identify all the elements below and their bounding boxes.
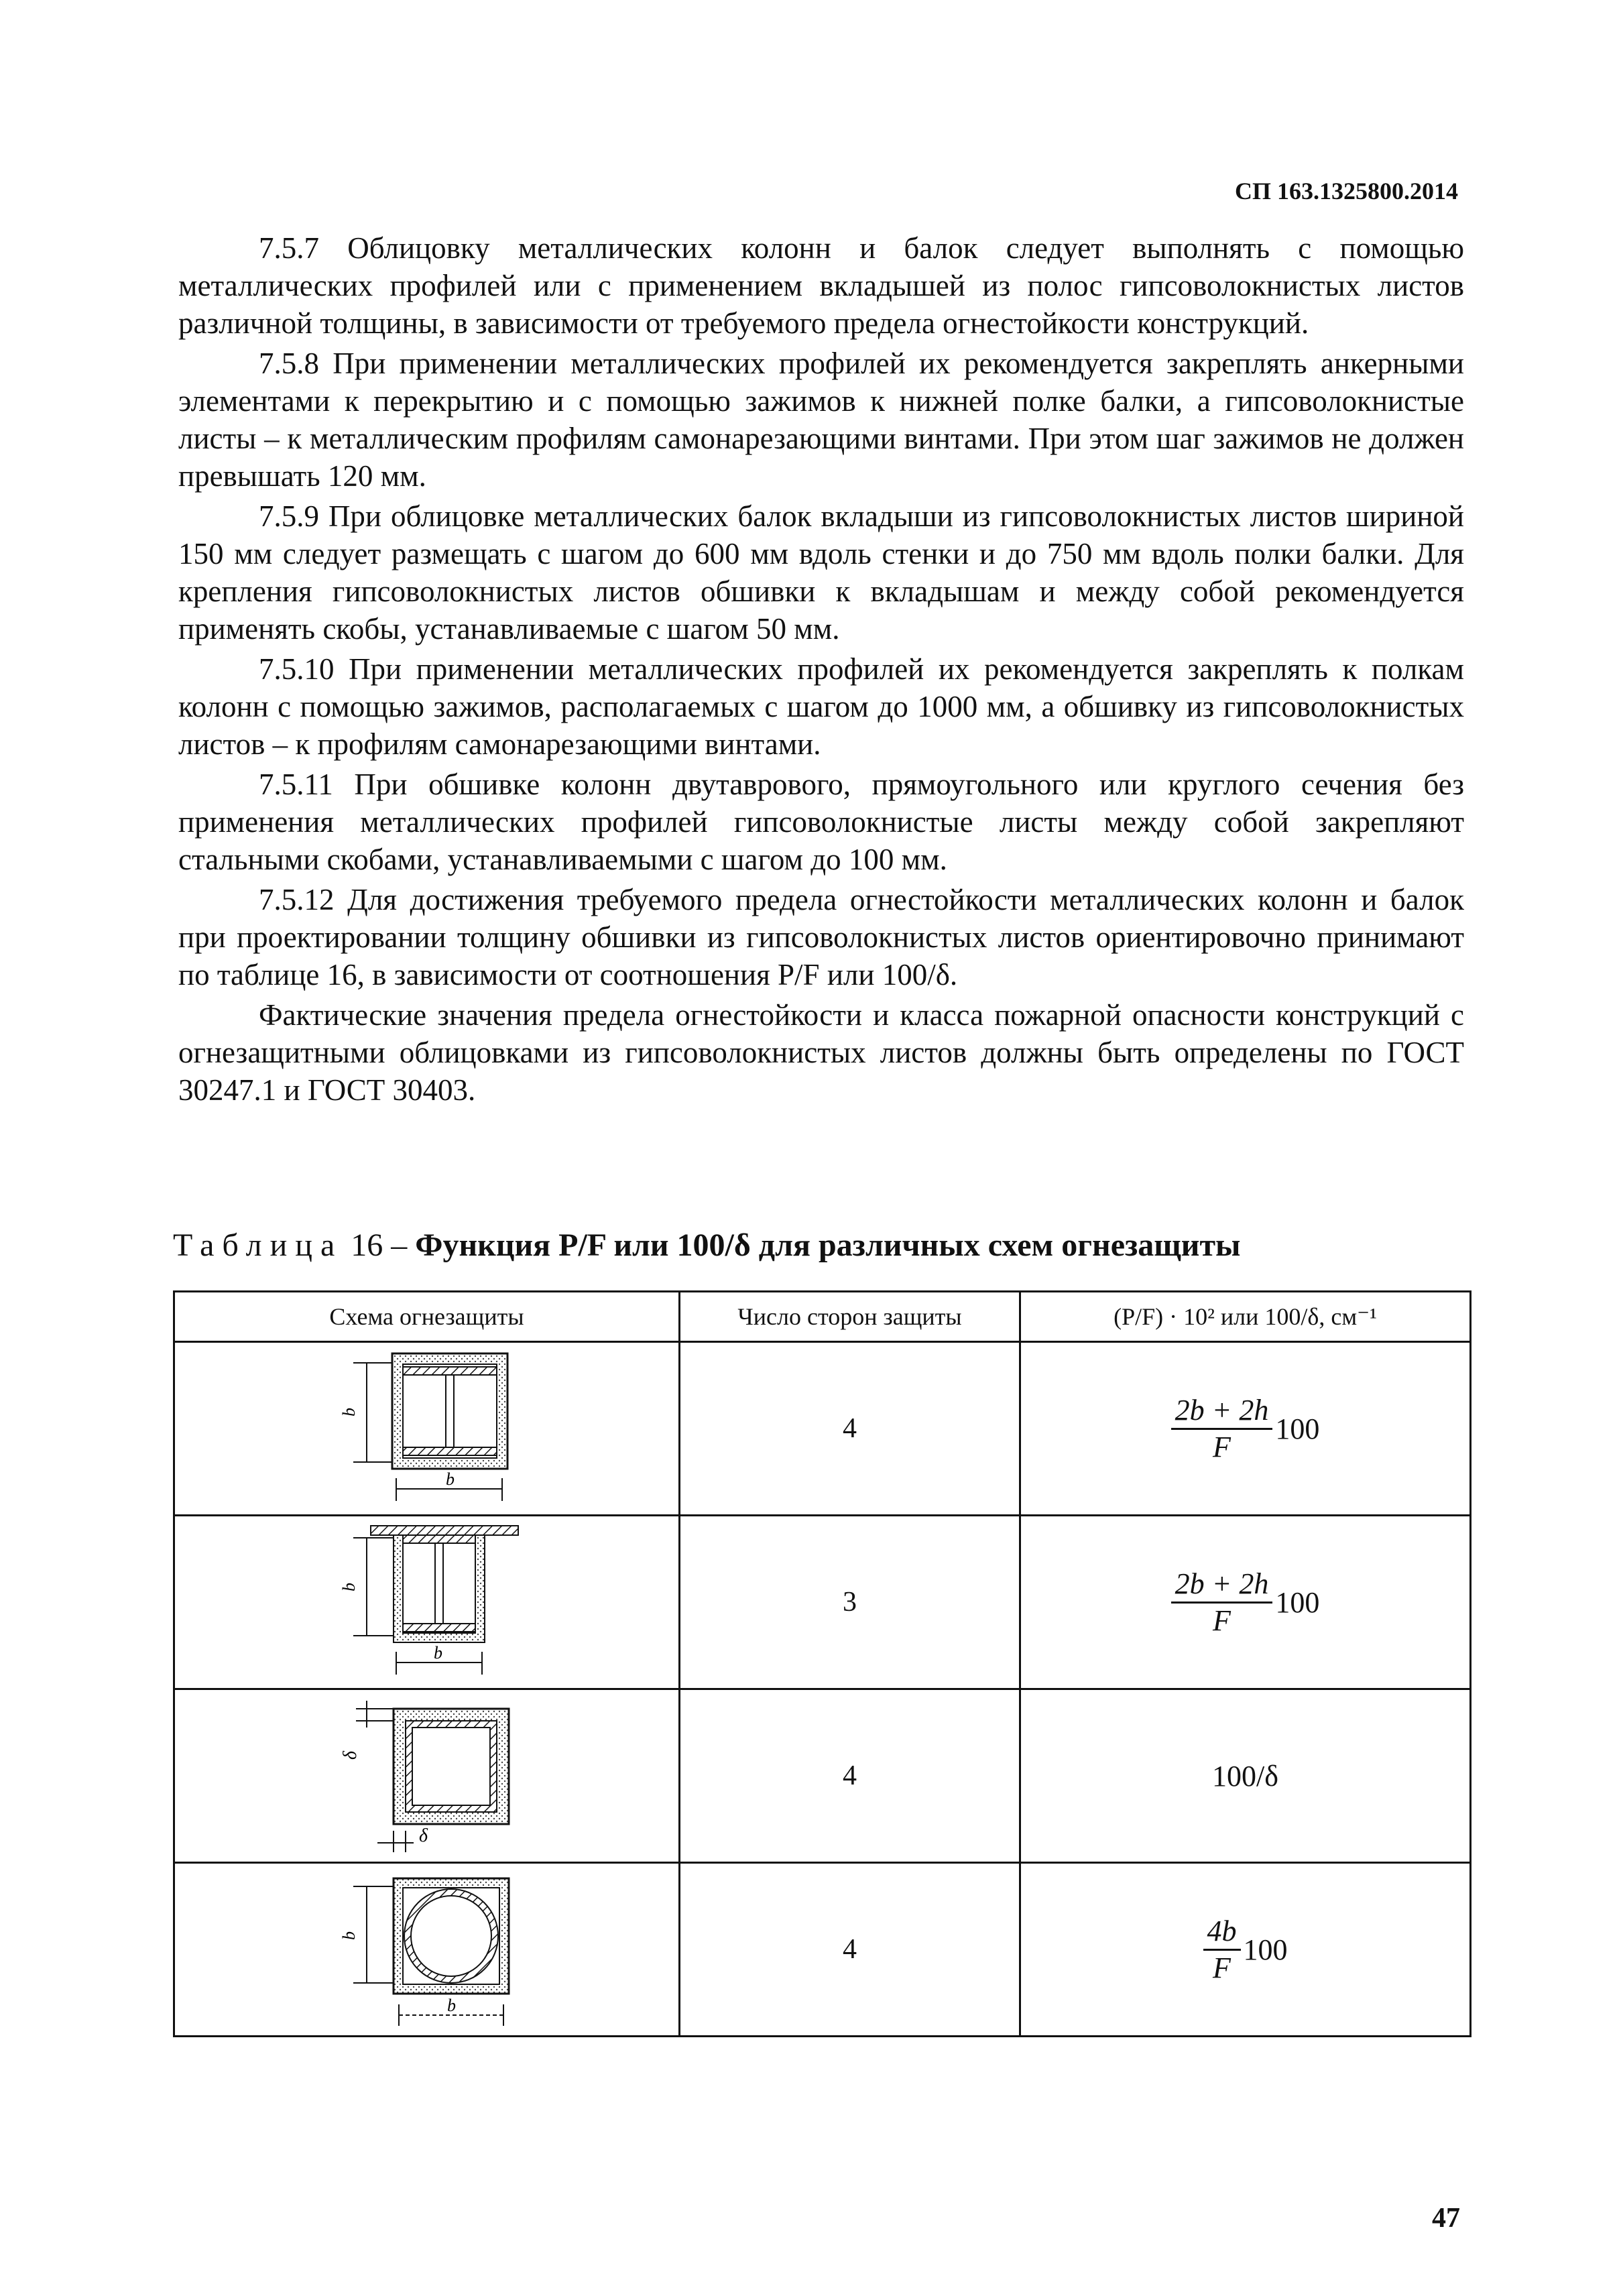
paragraph-7-5-7: 7.5.7 Облицовку металлических колонн и балок следует выполнять с помощью металлических профилей или с применением вкладышей из полос гипсоволокнистых листов различной толщины, в зависимости от требуемого предела огнестойкости конструкций. [178,231,1464,340]
table-row [174,1516,1471,1689]
circular-tube-protection-icon [326,1868,528,2029]
body-text [178,229,1464,1109]
dimension-label-b: b [339,1407,359,1416]
formula-fraction [1203,1914,1288,1986]
i-beam-four-side-protection-icon [326,1347,528,1508]
dimension-label-b: b [445,1469,455,1489]
formula-fraction [1171,1567,1320,1638]
paragraph-7-5-8: 7.5.8 При применении металлических профилей их рекомендуется закреплять анкерными элементами к перекрытию и с помощью зажимов к нижней полке балки, а гипсоволокнистые листы – к металлическим профилям самонарезающими винтами. При этом шаг зажимов не должен превышать 120 мм. [178,347,1464,493]
protection-schemes-table [173,1290,1471,2037]
header-formula: (P/F) · 10² или 100/δ, см⁻¹ [1020,1292,1471,1342]
page-number: 47 [1432,2203,1460,2234]
formula-cell [1020,1863,1471,2037]
table-row [174,1689,1471,1863]
formula-factor: 100 [1243,1933,1288,1966]
formula-numerator: 2b + 2h [1171,1393,1273,1430]
formula-cell: 100/δ [1020,1689,1471,1863]
caption-title: Функция P/F или 100/δ для различных схем огнезащиты [415,1227,1241,1263]
sides-cell: 4 [680,1863,1020,2037]
paragraph-7-5-12: 7.5.12 Для достижения требуемого предела огнестойкости металлических колонн и балок при проектировании толщину обшивки из гипсоволокнистых листов ориентировочно принимают по таблице 16, в зависимости от соотношения P/F или 100/δ. [178,883,1464,991]
table-caption [173,1227,1241,1264]
dimension-label-b: b [339,1931,359,1940]
formula-numerator: 2b + 2h [1171,1567,1273,1604]
dimension-label-b: b [433,1642,442,1663]
paragraph-7-5-9: 7.5.9 При облицовке металлических балок вкладыши из гипсоволокнистых листов шириной 150 мм следует размещать с шагом до 600 мм вдоль стенки и до 750 мм вдоль полки балки. Для крепления гипсоволокнистых листов обшивки к вкладышам и между собой рекомендуется применять скобы, устанавливаемые с шагом 50 мм. [178,499,1464,646]
formula-numerator: 4b [1203,1914,1241,1951]
scheme-cell [174,1689,680,1863]
table-row [174,1342,1471,1516]
i-beam-three-side-protection-icon [326,1520,528,1681]
sides-cell: 3 [680,1516,1020,1689]
scheme-cell [174,1863,680,2037]
table-header-row [174,1292,1471,1342]
formula-cell [1020,1516,1471,1689]
caption-prefix: Таблица [173,1227,343,1263]
paragraph-7-5-11: 7.5.11 При обшивке колонн двутаврового, прямоугольного или круглого сечения без применения металлических профилей гипсоволокнистые листы между собой закрепляют стальными скобами, устанавливаемыми с шагом до 100 мм. [178,768,1464,876]
sides-cell: 4 [680,1342,1020,1516]
scheme-cell [174,1342,680,1516]
rectangular-tube-protection-icon [326,1694,528,1855]
dimension-label-b: b [446,1995,456,2015]
formula-factor: 100 [1275,1412,1320,1445]
dimension-label-delta: δ [339,1750,361,1760]
paragraph-7-5-10: 7.5.10 При применении металлических профилей их рекомендуется закреплять к полкам колонн с помощью зажимов, располагаемых с шагом до 1000 мм, а обшивку из гипсоволокнистых листов – к профилям самонарезающими винтами. [178,652,1464,761]
paragraph-actual-values: Фактические значения предела огнестойкости и класса пожарной опасности конструкций с огнезащитными облицовками из гипсоволокнистых листов должны быть определены по ГОСТ 30247.1 и ГОСТ 30403. [178,998,1464,1107]
header-scheme: Схема огнезащиты [174,1292,680,1342]
formula-denominator: F [1213,1951,1231,1984]
formula-cell [1020,1342,1471,1516]
formula-denominator: F [1213,1604,1231,1637]
formula-fraction [1171,1393,1320,1465]
scheme-cell [174,1516,680,1689]
header-sides: Число сторон защиты [680,1292,1020,1342]
sides-cell: 4 [680,1689,1020,1863]
table-row [174,1863,1471,2037]
dimension-label-b: b [339,1582,359,1591]
dimension-label-delta: δ [418,1825,428,1846]
document-code: СП 163.1325800.2014 [1235,178,1458,204]
formula-denominator: F [1213,1430,1231,1463]
formula-factor: 100 [1275,1585,1320,1619]
caption-number: 16 – [351,1227,408,1263]
